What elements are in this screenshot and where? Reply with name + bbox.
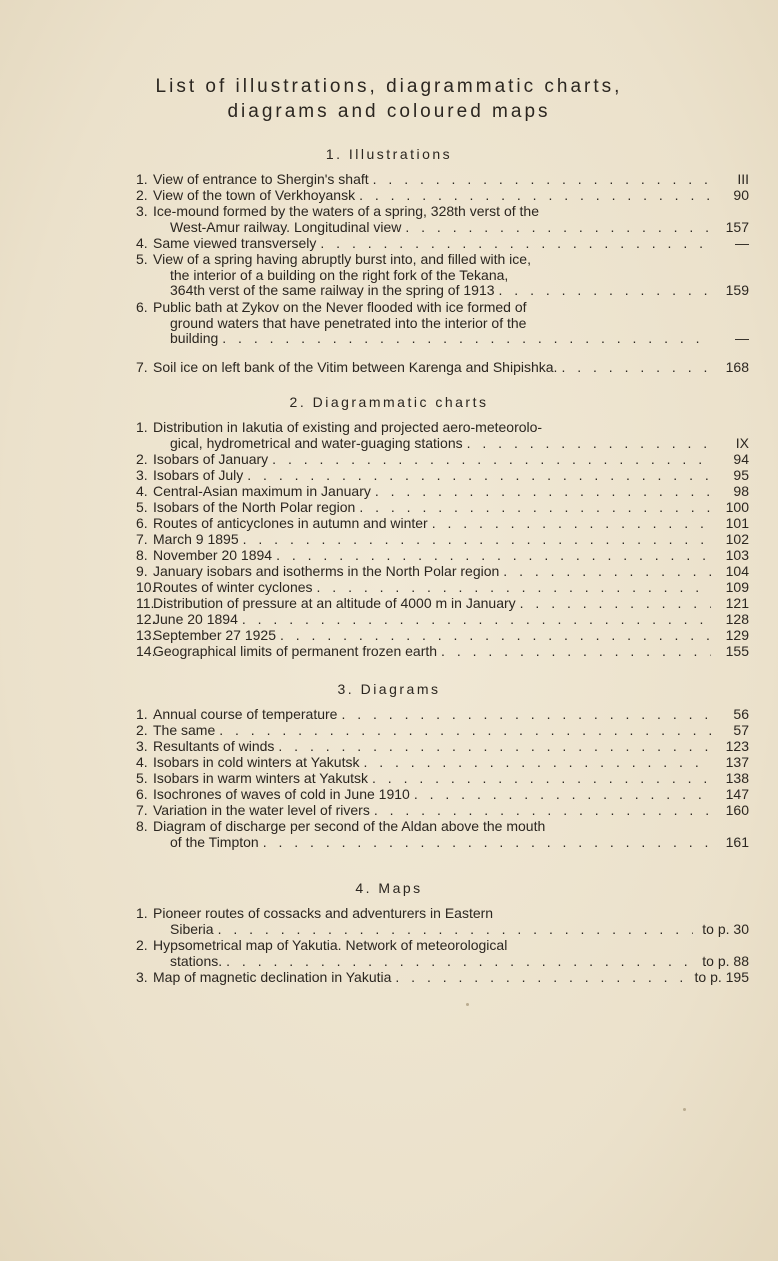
entry-number: 9. bbox=[136, 563, 148, 579]
dot-leader bbox=[341, 707, 711, 723]
page-number: 128 bbox=[725, 612, 749, 627]
toc-entry bbox=[136, 970, 749, 986]
dot-leader bbox=[395, 970, 690, 986]
paper-speck bbox=[683, 1108, 686, 1111]
page-number: 104 bbox=[725, 564, 749, 579]
dot-leader bbox=[242, 612, 711, 628]
dot-leader bbox=[263, 835, 711, 851]
entry-number: 5. bbox=[136, 770, 148, 786]
entry-number: 1. bbox=[136, 419, 148, 435]
dot-leader bbox=[374, 803, 711, 819]
toc-entry bbox=[136, 468, 749, 484]
page-number: 95 bbox=[733, 468, 749, 483]
toc-entry bbox=[136, 644, 749, 660]
dot-leader bbox=[432, 516, 711, 532]
entry-number: 7. bbox=[136, 531, 148, 547]
dot-leader bbox=[272, 452, 711, 468]
entry-title-line: View of entrance to Shergin's shaft bbox=[153, 172, 369, 187]
page-number: 157 bbox=[725, 219, 749, 235]
entry-title-line: building bbox=[170, 331, 219, 346]
entry-number: 5. bbox=[136, 251, 148, 267]
entry-number: 7. bbox=[136, 359, 148, 375]
toc-entry bbox=[136, 771, 749, 787]
entry-title-line: Isobars of July bbox=[153, 468, 244, 483]
toc-entry bbox=[136, 787, 749, 803]
entry-title-line: stations. bbox=[170, 953, 223, 969]
entry-title-line: The same bbox=[153, 723, 216, 738]
dot-leader bbox=[317, 580, 711, 596]
entry-title-line: West-Amur railway. Longitudinal view bbox=[170, 219, 402, 235]
entry-title-line: View of the town of Verkhoyansk bbox=[153, 188, 356, 203]
entry-title-line: Isochrones of waves of cold in June 1910 bbox=[153, 787, 410, 802]
entry-title-line: Pioneer routes of cossacks and adventurers in Eastern bbox=[153, 906, 494, 921]
toc-entry bbox=[136, 204, 749, 235]
dot-leader bbox=[243, 532, 711, 548]
dot-leader bbox=[278, 739, 711, 755]
toc-entry bbox=[136, 500, 749, 516]
entry-number: 2. bbox=[136, 722, 148, 738]
entry-title-line: Central-Asian maximum in January bbox=[153, 484, 371, 499]
entry-number: 1. bbox=[136, 706, 148, 722]
entry-title-line: Isobars of January bbox=[153, 452, 269, 467]
entry-title-line: Distribution in Iakutia of existing and projected aero-meteorolo- bbox=[153, 420, 543, 435]
dot-leader bbox=[276, 548, 711, 564]
page-number: 159 bbox=[725, 283, 749, 298]
section-heading: 2. Diagrammatic charts bbox=[289, 394, 489, 410]
entry-number: 6. bbox=[136, 515, 148, 531]
toc-entry bbox=[136, 300, 749, 347]
section-heading: 1. Illustrations bbox=[325, 146, 453, 162]
toc-entry bbox=[136, 452, 749, 468]
entry-title-line: Ice-mound formed by the waters of a spring, 328th verst of the bbox=[153, 204, 539, 219]
entry-title-line: gical, hydrometrical and water-guaging stations bbox=[170, 435, 463, 451]
entry-title-line: Map of magnetic declination in Yakutia bbox=[153, 970, 392, 985]
toc-entry bbox=[136, 360, 749, 376]
toc-entry bbox=[136, 548, 749, 564]
toc-entry bbox=[136, 172, 749, 188]
page-number: 137 bbox=[725, 755, 749, 770]
dot-leader bbox=[320, 236, 711, 252]
dot-leader bbox=[372, 771, 711, 787]
page-number: 138 bbox=[725, 771, 749, 786]
page-number: 155 bbox=[725, 644, 749, 659]
page-number: to p. 30 bbox=[702, 921, 749, 937]
toc-entry bbox=[136, 739, 749, 755]
page-number: 100 bbox=[725, 500, 749, 515]
page-number: 94 bbox=[733, 452, 749, 467]
toc-entry bbox=[136, 906, 749, 937]
entry-number: 6. bbox=[136, 299, 148, 315]
toc-entry bbox=[136, 723, 749, 739]
entry-title-line: November 20 1894 bbox=[153, 548, 273, 563]
dot-leader bbox=[218, 922, 693, 938]
entry-title-line: January isobars and isotherms in the North Polar region bbox=[153, 564, 500, 579]
entry-number: 8. bbox=[136, 547, 148, 563]
entry-title-line: of the Timpton bbox=[170, 834, 259, 850]
dot-leader bbox=[373, 172, 711, 188]
page-number: 147 bbox=[725, 787, 749, 802]
entry-title-line: 364th verst of the same railway in the spring of 1913 bbox=[170, 283, 495, 298]
entry-title-line: View of a spring having abruptly burst into, and filled with ice, bbox=[153, 252, 531, 267]
page-number: 101 bbox=[725, 516, 749, 531]
page-number: 102 bbox=[725, 532, 749, 547]
toc-entry bbox=[136, 516, 749, 532]
page-number: 160 bbox=[725, 803, 749, 818]
entry-title-line: the interior of a building on the right fork of the Tekana, bbox=[170, 267, 509, 283]
toc-entry bbox=[136, 612, 749, 628]
entry-number: 3. bbox=[136, 969, 148, 985]
entry-number: 7. bbox=[136, 802, 148, 818]
dot-leader bbox=[247, 468, 711, 484]
entry-title-line: ground waters that have penetrated into the interior of the bbox=[170, 315, 527, 331]
page-title-line-1: List of illustrations, diagrammatic charts, bbox=[155, 76, 623, 97]
toc-entry bbox=[136, 484, 749, 500]
entry-number: 4. bbox=[136, 235, 148, 251]
page-number: III bbox=[737, 172, 749, 187]
dot-leader bbox=[363, 755, 711, 771]
entry-number: 4. bbox=[136, 483, 148, 499]
page-number: 129 bbox=[725, 628, 749, 643]
entry-number: 3. bbox=[136, 738, 148, 754]
page-number: 121 bbox=[725, 596, 749, 611]
page-number: 103 bbox=[725, 548, 749, 563]
page-number: 168 bbox=[725, 360, 749, 375]
toc-entry bbox=[136, 252, 749, 299]
dot-leader bbox=[226, 954, 693, 970]
page-number: 90 bbox=[733, 188, 749, 203]
entry-number: 11. bbox=[136, 595, 155, 611]
entry-title-line: June 20 1894 bbox=[153, 612, 238, 627]
toc-entry bbox=[136, 803, 749, 819]
entry-number: 2. bbox=[136, 187, 148, 203]
page-number: 123 bbox=[725, 739, 749, 754]
section-heading: 4. Maps bbox=[355, 880, 423, 896]
paper-speck bbox=[466, 1003, 469, 1006]
toc-entry bbox=[136, 596, 749, 612]
entry-number: 1. bbox=[136, 171, 148, 187]
entry-title-line: Resultants of winds bbox=[153, 739, 275, 754]
page-number: 98 bbox=[733, 484, 749, 499]
entry-title-line: Geographical limits of permanent frozen earth bbox=[153, 644, 438, 659]
entry-title-line: March 9 1895 bbox=[153, 532, 239, 547]
toc-entry bbox=[136, 819, 749, 850]
dot-leader bbox=[405, 220, 711, 236]
page-number: 161 bbox=[725, 834, 749, 850]
entry-number: 14. bbox=[136, 643, 156, 659]
page-number: 109 bbox=[725, 580, 749, 595]
dot-leader bbox=[467, 436, 711, 452]
entry-number: 1. bbox=[136, 905, 148, 921]
dot-leader bbox=[359, 500, 711, 516]
entry-title-line: Diagram of discharge per second of the Aldan above the mouth bbox=[153, 819, 546, 834]
page-number: 56 bbox=[733, 707, 749, 722]
dot-leader bbox=[414, 787, 711, 803]
dot-leader bbox=[499, 283, 711, 299]
entry-title-line: Annual course of temperature bbox=[153, 707, 338, 722]
entry-number: 3. bbox=[136, 467, 148, 483]
toc-entry bbox=[136, 564, 749, 580]
dot-leader bbox=[219, 723, 711, 739]
entry-title-line: Public bath at Zykov on the Never flooded with ice formed of bbox=[153, 300, 527, 315]
entry-number: 5. bbox=[136, 499, 148, 515]
entry-title-line: Variation in the water level of rivers bbox=[153, 803, 370, 818]
dot-leader bbox=[441, 644, 711, 660]
entry-title-line: Soil ice on left bank of the Vitim between Karenga and Shipishka. bbox=[153, 360, 558, 375]
page-number: — bbox=[735, 331, 749, 346]
dot-leader bbox=[280, 628, 711, 644]
entry-number: 12. bbox=[136, 611, 156, 627]
page-number: — bbox=[735, 236, 749, 251]
entry-title-line: Isobars in warm winters at Yakutsk bbox=[153, 771, 369, 786]
entry-number: 10. bbox=[136, 579, 156, 595]
toc-entry bbox=[136, 236, 749, 252]
entry-title-line: Same viewed transversely bbox=[153, 236, 317, 251]
entry-title-line: Siberia bbox=[170, 921, 214, 937]
entry-title-line: Distribution of pressure at an altitude of 4000 m in January bbox=[153, 596, 516, 611]
toc-entry bbox=[136, 188, 749, 204]
entry-number: 4. bbox=[136, 754, 148, 770]
dot-leader bbox=[520, 596, 711, 612]
toc-entry bbox=[136, 532, 749, 548]
toc-entry bbox=[136, 628, 749, 644]
entry-title-line: Routes of anticyclones in autumn and winter bbox=[153, 516, 428, 531]
entry-title-line: September 27 1925 bbox=[153, 628, 276, 643]
toc-entry bbox=[136, 755, 749, 771]
page-title-line-2: diagrams and coloured maps bbox=[227, 101, 551, 122]
entry-number: 6. bbox=[136, 786, 148, 802]
toc-entry bbox=[136, 580, 749, 596]
toc-entry bbox=[136, 420, 749, 451]
dot-leader bbox=[375, 484, 711, 500]
entry-number: 8. bbox=[136, 818, 148, 834]
entry-title-line: Isobars of the North Polar region bbox=[153, 500, 356, 515]
section-heading: 3. Diagrams bbox=[337, 681, 441, 697]
dot-leader bbox=[359, 188, 711, 204]
entry-title-line: Isobars in cold winters at Yakutsk bbox=[153, 755, 360, 770]
entry-number: 2. bbox=[136, 451, 148, 467]
page-number: 57 bbox=[733, 723, 749, 738]
page-number: to p. 88 bbox=[702, 953, 749, 969]
page-number: to p. 195 bbox=[694, 970, 749, 985]
page-number: IX bbox=[735, 435, 749, 451]
toc-entry bbox=[136, 707, 749, 723]
dot-leader bbox=[561, 360, 711, 376]
entry-title-line: Routes of winter cyclones bbox=[153, 580, 313, 595]
entry-title-line: Hypsometrical map of Yakutia. Network of meteorological bbox=[153, 938, 508, 953]
dot-leader bbox=[503, 564, 711, 580]
toc-entry bbox=[136, 938, 749, 969]
entry-number: 2. bbox=[136, 937, 148, 953]
dot-leader bbox=[222, 331, 711, 347]
entry-number: 3. bbox=[136, 203, 148, 219]
entry-number: 13. bbox=[136, 627, 156, 643]
